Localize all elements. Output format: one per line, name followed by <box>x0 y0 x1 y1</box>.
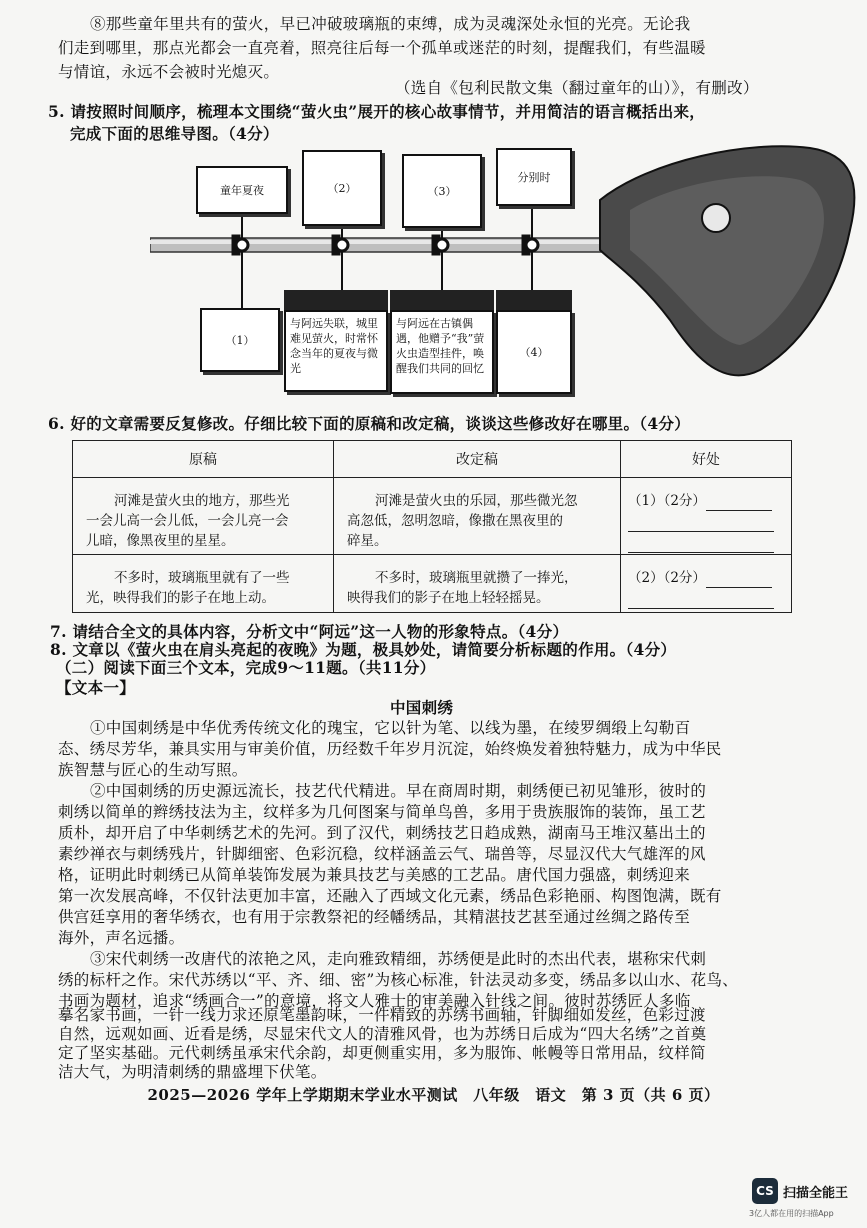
answer-blank[interactable] <box>628 511 774 532</box>
row-2-revised-line-1: 不多时，玻璃瓶里就攒了一捧光， <box>375 570 578 586</box>
table-row <box>73 555 792 613</box>
timeline-spine-highlight <box>150 240 620 244</box>
mind-map-top-box-2: （2） <box>302 150 382 226</box>
joint-1-ring <box>236 239 248 251</box>
article-line: 海外，声名远播。 <box>58 929 185 947</box>
paragraph-8-line-3: 与情谊，永远不会被时光熄灭。 <box>58 63 280 81</box>
row-2-original-line-2: 光，映得我们的影子在地上动。 <box>86 590 275 606</box>
row-2-original <box>73 555 334 613</box>
mind-map-bottom-box-1: （1） <box>200 308 280 372</box>
mind-map-bottom-cap-2 <box>284 290 388 310</box>
mind-map-top-box-3: （3） <box>402 154 482 228</box>
article-title: 中国刺绣 <box>390 698 454 717</box>
article-line: 刺绣以简单的辫绣技法为主，纹样多为几何图案与简单鸟兽，多用于贵族服饰的装饰，虽工艺 <box>58 803 706 821</box>
watermark-tagline: 3亿人都在用的扫描App <box>749 1209 834 1218</box>
joint-4-ring <box>526 239 538 251</box>
answer-blank[interactable] <box>628 588 774 609</box>
watermark-app-name: 扫描全能王 <box>783 1186 849 1201</box>
header-revised: 改定稿 <box>334 441 621 478</box>
article-line: ①中国刺绣是中华优秀传统文化的瑰宝，它以针为笔、以线为墨，在绫罗绸缎上勾勒百 <box>90 719 691 737</box>
mind-map-bottom-cap-3 <box>390 290 494 310</box>
article-line: 绣的标杆之作。宋代苏绣以“平、齐、细、密”为核心标准，针法灵动多变，绣品多以山水、花鸟、 <box>58 971 739 989</box>
section-2-heading: （二）阅读下面三个文本，完成9～11题。（共11分） <box>56 658 436 677</box>
article-line: 摹名家书画，一针一线力求还原笔墨韵味，一件精致的苏绣书画轴，针脚细如发丝，色彩过渡 <box>58 1006 706 1024</box>
article-line: ③宋代刺绣一改唐代的浓艳之风，走向雅致精细，苏绣便是此时的杰出代表，堪称宋代刺 <box>90 950 707 968</box>
joint-2-ring <box>336 239 348 251</box>
question-6: 6. 好的文章需要反复修改。仔细比较下面的原稿和改定稿，谈谈这些修改好在哪里。（4分） <box>48 414 691 433</box>
mind-map-bottom-cap-4 <box>496 290 572 310</box>
article-line: 态、绣尽芳华，兼具实用与审美价值，历经数千年岁月沉淀，始终焕发着独特魅力，成为中华民 <box>58 740 722 758</box>
revision-table <box>72 440 792 613</box>
paragraph-8-line-1: ⑧那些童年里共有的萤火，早已冲破玻璃瓶的束缚，成为灵魂深处永恒的光亮。无论我 <box>90 15 691 33</box>
paragraph-8-line-2: 们走到哪里，那点光都会一直亮着，照亮往后每一个孤单或迷茫的时刻，提醒我们，有些温暖 <box>58 39 706 57</box>
mind-map-bottom-box-3: 与阿远在古镇偶遇，他赠予“我”萤火虫造型挂件，唤醒我们共同的回忆 <box>390 310 494 394</box>
row-2-revised <box>334 555 621 613</box>
passage-source: （选自《包利民散文集（翻过童年的山）》，有删改） <box>395 79 759 97</box>
row-2-revised-line-2: 映得我们的影子在地上轻轻摇晃。 <box>347 590 550 606</box>
row-2-original-line-1: 不多时，玻璃瓶里就有了一些 <box>114 570 290 586</box>
article-line: 格，证明此时刺绣已从简单装饰发展为兼具技艺与美感的工艺品。唐代国力强盛，刺绣迎来 <box>58 866 691 884</box>
mind-map-bottom-box-2: 与阿远失联，城里难见萤火，时常怀念当年的夏夜与微光 <box>284 310 388 392</box>
mind-map-top-box-4: 分别时 <box>496 148 572 206</box>
text-1-label: 【文本一】 <box>56 678 136 697</box>
table-row <box>73 478 792 555</box>
header-benefit: 好处 <box>621 441 792 478</box>
row-1-revised-line-2: 高忽低，忽明忽暗，像撒在黑夜里的 <box>347 513 563 529</box>
question-8: 8. 文章以《萤火虫在肩头亮起的夜晚》为题，极具妙处，请简要分析标题的作用。（4分） <box>50 640 677 659</box>
table-header-row <box>73 441 792 478</box>
row-1-revised <box>334 478 621 555</box>
article-line: ②中国刺绣的历史源远流长，技艺代代精进。早在商周时期，刺绣便已初见雏形，彼时的 <box>90 782 707 800</box>
article-line: 质朴，却开启了中华刺绣艺术的先河。到了汉代，刺绣技艺日趋成熟，湖南马王堆汉墓出土的 <box>58 824 706 842</box>
article-line: 洁大气，为明清刺绣的鼎盛埋下伏笔。 <box>58 1063 327 1081</box>
answer-blank[interactable] <box>706 573 772 588</box>
answer-blank[interactable] <box>628 532 774 553</box>
mind-map-top-box-1: 童年夏夜 <box>196 166 288 214</box>
joint-3-ring <box>436 239 448 251</box>
mind-map-bottom-box-4: （4） <box>496 310 572 394</box>
answer-blank[interactable] <box>706 496 772 511</box>
article-line: 素纱禅衣与刺绣残片，针脚细密、色彩沉稳，纹样涵盖云气、瑞兽等，尽显汉代大气雄浑的风 <box>58 845 706 863</box>
row-1-original-line-1: 河滩是萤火虫的地方，那些光 <box>114 493 290 509</box>
row-1-revised-line-1: 河滩是萤火虫的乐园，那些微光忽 <box>375 493 578 509</box>
article-line: 定了坚实基础。元代刺绣虽承宋代余韵，却更侧重实用，多为服饰、帐幔等日常用品，纹样简 <box>58 1044 706 1062</box>
article-line: 供宫廷享用的奢华绣衣，也有用于宗教祭祀的经幡绣品，其精湛技艺甚至通过丝绸之路传至 <box>58 908 691 926</box>
row-2-benefit-label: （2）（2分） <box>628 570 706 586</box>
question-7: 7. 请结合全文的具体内容，分析文中“阿远”这一人物的形象特点。（4分） <box>50 622 569 641</box>
article-line: 第一次发展高峰，不仅针法更加丰富，还融入了西域文化元素，绣品色彩艳丽、构图饱满，既有 <box>58 887 722 905</box>
cs-logo-icon: CS <box>752 1178 778 1204</box>
row-1-original-line-3: 儿暗，像黑夜里的星星。 <box>86 533 235 549</box>
header-original: 原稿 <box>73 441 334 478</box>
row-1-original-line-2: 一会儿高一会儿低，一会儿亮一会 <box>86 513 289 529</box>
row-1-revised-line-3: 碎星。 <box>347 533 388 549</box>
article-line: 书画为题材，追求“绣画合一”的意境，将文人雅士的审美融入针线之间。彼时苏绣匠人多临 <box>58 992 691 1010</box>
question-5-line-1: 5. 请按照时间顺序，梳理本文围绕“萤火虫”展开的核心故事情节，并用简洁的语言概括出来， <box>48 102 706 121</box>
row-1-original <box>73 478 334 555</box>
article-line: 自然，远观如画、近看是绣，尽显宋代文人的清雅风骨，也为苏绣日后成为“四大名绣”之首奠 <box>58 1025 707 1043</box>
row-1-benefit[interactable] <box>621 478 792 555</box>
arrowhead-hole <box>702 204 730 232</box>
row-1-benefit-label: （1）（2分） <box>628 493 706 509</box>
question-5-line-2: 完成下面的思维导图。（4分） <box>70 124 279 143</box>
page-footer: 2025—2026 学年上学期期末学业水平测试 八年级 语文 第 3 页（共 6 页） <box>147 1086 720 1104</box>
mind-map <box>150 140 867 400</box>
article-line: 族智慧与匠心的生动写照。 <box>58 761 248 779</box>
row-2-benefit[interactable] <box>621 555 792 613</box>
